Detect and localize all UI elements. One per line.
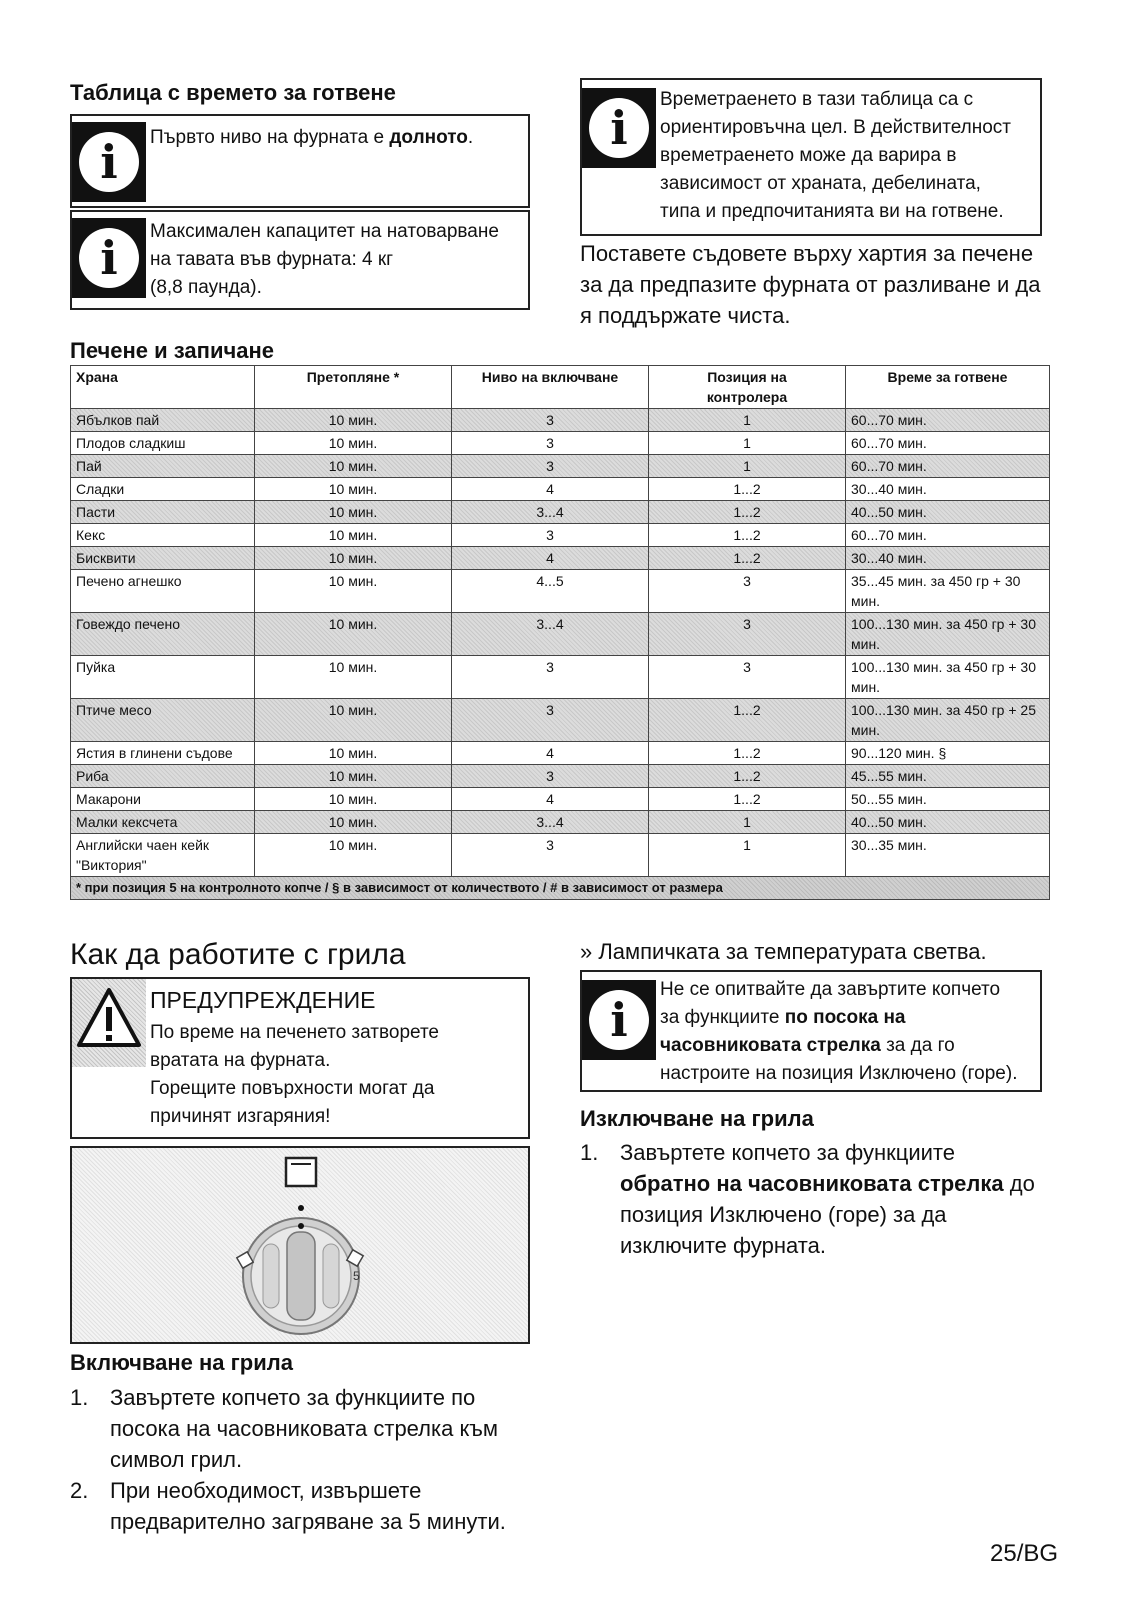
table-cell-position: 1...2 [649,788,846,811]
info-box-durations [580,78,1042,236]
grill-off-title: Изключване на грила [580,1106,814,1131]
table-cell-food: Макарони [71,788,255,811]
table-cell-time: 100...130 мин. за 450 гр + 30 мин. [846,656,1050,699]
header-position: Позиция на контролера [649,366,846,409]
table-cell-position: 1...2 [649,547,846,570]
table-cell-food: Ябълков пай [71,409,255,432]
table-cell-time: 60...70 мин. [846,524,1050,547]
table-cell-food: Птиче месо [71,699,255,742]
table-cell-time: 100...130 мин. за 450 гр + 30 мин. [846,613,1050,656]
table-cell-time: 60...70 мин. [846,432,1050,455]
table-cell-food: Пай [71,455,255,478]
table-cell-time: 30...35 мин. [846,834,1050,877]
table-cell-food: Кекс [71,524,255,547]
grill-on-steps [70,1382,540,1537]
table-cell-level: 3...4 [452,613,649,656]
info-text-max-capacity: Максимален капацитет на натоварване на тавата във фурната: 4 кг (8,8 паунда). [150,221,499,298]
info-icon: i [72,218,146,298]
table-cell-time: 90...120 мин. § [846,742,1050,765]
table-cell-preheat: 10 мин. [255,409,452,432]
cooking-table [70,365,1050,900]
table-cell-level: 3 [452,699,649,742]
table-cell-food: Ястия в глинени съдове [71,742,255,765]
paragraph-baking-paper: Поставете съдовете върху хартия за печене за да предпазите фурната от разливане и да я поддържате чиста. [580,241,1041,328]
table-cell-time: 60...70 мин. [846,455,1050,478]
table-row [71,788,1050,811]
table-cell-time: 30...40 мин. [846,478,1050,501]
table-cell-position: 1 [649,409,846,432]
table-cell-position: 1...2 [649,742,846,765]
table-cell-level: 3 [452,524,649,547]
info-icon: i [582,88,656,168]
table-cell-food: Пуйка [71,656,255,699]
section-title-cooking-table: Таблица с времето за готвене [70,80,396,105]
table-cell-time: 50...55 мин. [846,788,1050,811]
table-cell-preheat: 10 мин. [255,570,452,613]
warning-triangle-icon [76,987,142,1049]
list-item: 1. Завъртете копчето за функциите по посока на часовниковата стрелка към символ грил. [70,1385,498,1472]
table-cell-time: 40...50 мин. [846,811,1050,834]
table-cell-level: 3 [452,409,649,432]
table-cell-preheat: 10 мин. [255,547,452,570]
info-box-first-level [70,114,530,208]
table-cell-level: 4 [452,478,649,501]
table-header-row [71,366,1050,409]
table-cell-preheat: 10 мин. [255,765,452,788]
header-preheat: Претопляне * [255,366,452,409]
table-row [71,478,1050,501]
table-cell-level: 4 [452,742,649,765]
table-cell-time: 30...40 мин. [846,547,1050,570]
table-cell-position: 1 [649,811,846,834]
table-cell-position: 1 [649,834,846,877]
table-row [71,765,1050,788]
table-row [71,547,1050,570]
table-cell-time: 40...50 мин. [846,501,1050,524]
svg-text:5: 5 [353,1269,360,1283]
table-row [71,656,1050,699]
section-title-grill: Как да работите с грила [70,938,406,971]
table-cell-level: 4 [452,547,649,570]
table-cell-food: Говеждо печено [71,613,255,656]
table-cell-food: Пасти [71,501,255,524]
table-cell-preheat: 10 мин. [255,811,452,834]
table-cell-position: 3 [649,570,846,613]
table-cell-preheat: 10 мин. [255,455,452,478]
info-icon: i [72,122,146,202]
table-cell-level: 3 [452,432,649,455]
table-cell-time: 45...55 мин. [846,765,1050,788]
table-row [71,699,1050,742]
table-cell-food: Риба [71,765,255,788]
table-cell-preheat: 10 мин. [255,656,452,699]
table-cell-level: 3 [452,656,649,699]
table-cell-food: Малки кексчета [71,811,255,834]
table-row [71,834,1050,877]
table-cell-position: 1...2 [649,765,846,788]
table-cell-preheat: 10 мин. [255,613,452,656]
table-row [71,742,1050,765]
table-cell-food: Плодов сладкиш [71,432,255,455]
table-row [71,455,1050,478]
table-row [71,524,1050,547]
table-cell-preheat: 10 мин. [255,432,452,455]
grill-on-title: Включване на грила [70,1350,293,1375]
table-cell-time: 60...70 мин. [846,409,1050,432]
table-footnote-row [71,877,1050,900]
table-cell-level: 3 [452,455,649,478]
list-item: 1. Завъртете копчето за функциите обратно на часовниковата стрелка до позиция Изключено (горе) за да изключите фурната. [580,1140,1035,1258]
table-cell-preheat: 10 мин. [255,742,452,765]
table-cell-position: 3 [649,656,846,699]
lamp-note: » Лампичката за температурата светва. [580,939,987,964]
info-box-max-capacity [70,210,530,310]
table-cell-food: Печено агнешко [71,570,255,613]
table-cell-position: 1 [649,455,846,478]
table-cell-food: Английски чаен кейк "Виктория" [71,834,255,877]
table-cell-position: 1...2 [649,478,846,501]
info-text-durations: Времетраенето в тази таблица са с ориентировъчна цел. В действителност времетраенето може да варира в зависимост от храната, дебелината, типа и предпочитанията ви на готвене. [660,89,1011,222]
warning-box [70,977,530,1139]
table-row [71,409,1050,432]
grill-symbol-icon [286,1158,316,1186]
table-cell-level: 4...5 [452,570,649,613]
table-cell-position: 3 [649,613,846,656]
warning-heading: ПРЕДУПРЕЖДЕНИЕ [150,987,376,1013]
table-row [71,811,1050,834]
warning-text: По време на печенето затворете вратата на фурната. Горещите повърхности могат да причинят изгаряния! [150,1022,439,1127]
function-knob-image [72,1148,528,1342]
table-cell-preheat: 10 мин. [255,478,452,501]
table-cell-position: 1 [649,432,846,455]
header-food: Храна [71,366,255,409]
table-cell-preheat: 10 мин. [255,699,452,742]
header-level: Ниво на включване [452,366,649,409]
header-time: Време за готвене [846,366,1050,409]
info-box-do-not-turn [580,970,1042,1092]
table-cell-level: 4 [452,788,649,811]
table-cell-level: 3 [452,834,649,877]
table-cell-food: Бисквити [71,547,255,570]
table-cell-position: 1...2 [649,699,846,742]
table-cell-level: 3...4 [452,501,649,524]
list-item: 2. При необходимост, извършете предварително загряване за 5 минути. [70,1478,506,1534]
table-cell-preheat: 10 мин. [255,524,452,547]
table-row [71,432,1050,455]
table-cell-time: 35...45 мин. за 450 гр + 30 мин. [846,570,1050,613]
info-icon: i [582,980,656,1060]
info-text-do-not-turn: Не се опитвайте да завъртите копчето за функциите по посока на часовниковата стрелка за да го настроите на позиция Изключено (горе). [660,979,1018,1084]
table-cell-food: Сладки [71,478,255,501]
table-footnote: * при позиция 5 на контролното копче / § в зависимост от количеството / # в зависимост от размера [71,877,1050,900]
table-cell-position: 1...2 [649,524,846,547]
table-title: Печене и запичане [70,338,275,363]
page-number: 25/BG [990,1540,1059,1567]
table-cell-preheat: 10 мин. [255,788,452,811]
table-cell-position: 1...2 [649,501,846,524]
table-cell-preheat: 10 мин. [255,834,452,877]
table-cell-level: 3 [452,765,649,788]
knob-illustration [70,1146,530,1344]
table-cell-preheat: 10 мин. [255,501,452,524]
table-cell-time: 100...130 мин. за 450 гр + 25 мин. [846,699,1050,742]
table-row [71,613,1050,656]
info-text-first-level: Първто ниво на фурната е долното. [150,127,474,148]
table-cell-level: 3...4 [452,811,649,834]
table-row [71,570,1050,613]
grill-off-steps [580,1137,1060,1261]
table-row [71,501,1050,524]
